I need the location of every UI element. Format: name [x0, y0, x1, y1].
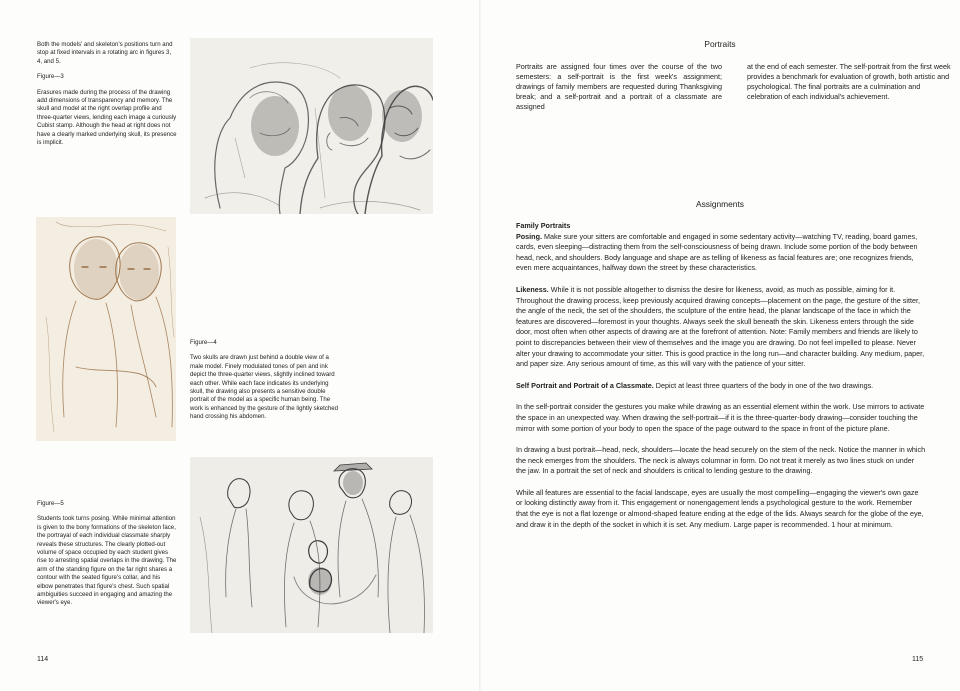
figure-4-label: Figure—4 [190, 339, 217, 346]
figure-5-caption: Students took turns posing. While minimal attention is given to the bony formations of the skeleton face, the portrayal of each individual classmate sharply reveals these structures. The clearly plotted-out volume of space occupied by each student gives rise to arresting spatial overlaps in the drawing. The arm of the standing figure on the far right shares a contour with the seated figure's collar, and his elbow penetrates that figure's chest. Such spatial ambiguities succeed in engaging and amazing the viewer's eye. [37, 515, 177, 607]
intro-caption [37, 41, 177, 154]
assignments-title: Assignments [696, 199, 744, 209]
intro-column-2: at the end of each semester. The self-portrait from the first week provides a benchmark for evaluation of growth, both artistic and psychological. The final portraits are a culmination and celebration of each individual's achievement. [747, 62, 951, 101]
figure-5-label: Figure—5 [37, 500, 64, 507]
section-title: Portraits [704, 39, 736, 49]
figure-3-drawing [190, 38, 433, 214]
figure-5-drawing [190, 457, 433, 633]
figure-5-caption-block [37, 500, 177, 615]
bust-portrait-paragraph: In drawing a bust portrait—head, neck, shoulders—locate the head securely on the stem of the neck. Notice the manner in which the neck emerges from the shoulders. The neck is always columnar in form. Do not treat it merely as two lines stuck on under the jaw. In a portrait the set of neck and shoulders is critical to lending gesture to the drawing. [516, 445, 926, 476]
figure-3-sketch [190, 38, 433, 214]
figure-4-sketch [36, 217, 176, 441]
self-portrait-classmate-paragraph [516, 381, 926, 392]
intro-column-1: Portraits are assigned four times over the course of the two semesters: a self-portrait is the first week's assignment; drawings of family members are requested during Thanksgiving break; and a self-portrait and a portrait of a classmate are assigned [516, 62, 722, 111]
likeness-lead: Likeness. [516, 284, 549, 294]
figure-4-caption-block [190, 339, 340, 429]
eyes-paragraph: While all features are essential to the facial landscape, eyes are usually the most compelling—engaging the viewer's own gaze or looking distinctly away from it. This engagement or nonengagement lends a psychological gesture to the work. Remember that the eye is not a flat lozenge or almond-shaped feature ending at the edge of the lids. Always search for the globe of the eye, and draw it in the depth of the socket in which it is set. Any medium. Large paper is recommended. 1 hour at minimum. [516, 487, 924, 529]
posing-text: Make sure your sitters are comfortable and engaged in some sedentary activity—watching TV, reading, board games, cards, even sleeping—distracting them from the self-consciousness of being drawn. Include some portion of the body between head, neck, and shoulders. Body language and shape are as telling of likeness as facial features are; one recognizes friends, even mere acquaintances, halfway down the street by these characteristics. [516, 231, 918, 273]
self-portrait-lead: Self Portrait and Portrait of a Classmate. [516, 380, 654, 390]
figure-3-caption: Erasures made during the process of the drawing add dimensions of transparency and memory. The skull and model at the right overlap profile and three-quarter views, lending each image a curiously Cubist stamp. Although the head at right does not have a clearly marked underlying skull, its presence is implicit. [37, 88, 177, 147]
figure-4-drawing [36, 217, 176, 441]
page-number-left: 114 [37, 656, 49, 663]
posing-paragraph [516, 232, 926, 274]
likeness-paragraph [516, 285, 926, 370]
likeness-text: While it is not possible altogether to dismiss the desire for likeness, avoid, as much as possible, aiming for it. Throughout the drawing process, keep previously acquired drawing concepts—placement on the page, the gesture of the sitter, the angle of the neck, the set of the shoulders, the sculpture of the entire head, the planar landscape of the face in which the features are discovered—foremost in your thoughts. Always seek the skull beneath the skin. Likeness enters through the side door, most often when other aspects of drawing are at the forefront of attention. Note: Family members and friends are likely to point to discrepancies between their view of themselves and the image you are drawing. Do not feel impelled to please. Never alter your drawing to accommodate your sitter. This is good practice in the long run—and character building. Any medium, paper, and paper size. Any serious amount of time, as this will vary with the patience of your sitter. [516, 284, 925, 369]
self-portrait-paragraph: In the self-portrait consider the gestures you make while drawing as an essential element within the work. Use mirrors to activate the space in an unexpected way. When drawing the self-portrait—if it is the three-quarter-body drawing—consider touching the mirror with some portion of your body to open the space of the page outward to the space in front of the picture plane. [516, 402, 925, 433]
figure-3-label: Figure—3 [37, 73, 64, 81]
right-page [480, 0, 960, 691]
assignments-body [516, 221, 926, 541]
posing-lead: Posing. [516, 231, 542, 241]
figure-4-caption: Two skulls are drawn just behind a double view of a male model. Finely modulated tones of pen and ink depict the three-quarter views, slightly inclined toward each other. While each face indicates its underlying skull, the drawing also presents a sensitive double portrait of the model as a specific human being. The work is enhanced by the gesture of the lightly sketched hand crossing his abdomen. [190, 354, 339, 421]
page-number-right: 115 [912, 656, 924, 663]
figure-5-sketch [190, 457, 433, 633]
family-portraits-heading: Family Portraits [516, 221, 571, 230]
self-portrait-text: Depict at least three quarters of the body in one of the two drawings. [653, 380, 874, 390]
intro-caption-text: Both the models' and skeleton's positions turn and stop at fixed intervals in a rotating arc in figures 3, 4, and 5. [37, 41, 173, 65]
